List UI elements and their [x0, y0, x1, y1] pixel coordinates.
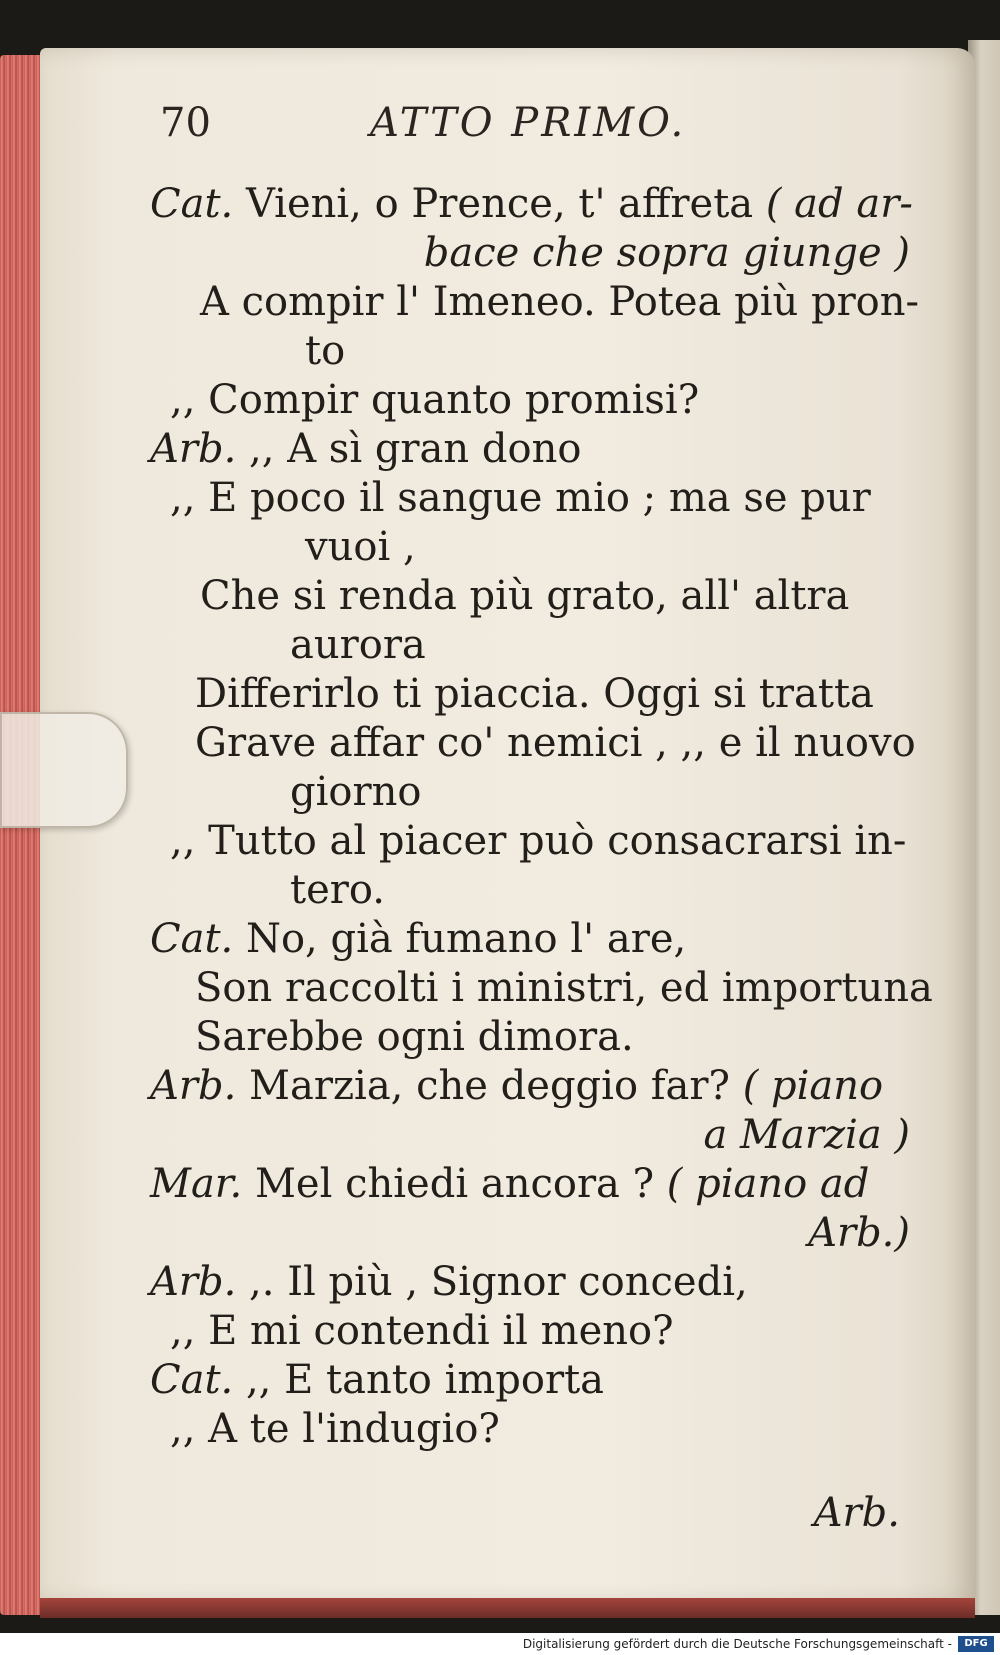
text-line	[150, 1258, 910, 1307]
line-text: tero.	[290, 867, 385, 913]
text-line	[150, 523, 910, 572]
text-line	[150, 1062, 910, 1111]
text-line	[150, 670, 910, 719]
speaker-name: Cat.	[150, 916, 234, 962]
text-line	[150, 964, 933, 1013]
page-header	[160, 100, 720, 150]
text-line	[150, 425, 910, 474]
line-text: aurora	[290, 622, 426, 668]
line-text: Vieni, o Prence, t' affreta	[233, 181, 766, 227]
line-text: No, già fumano l' are,	[233, 916, 687, 962]
text-line	[150, 1356, 910, 1405]
stage-direction: bace che sopra giunge )	[423, 230, 910, 276]
text-line	[150, 1013, 910, 1062]
line-text: A compir l' Imeneo. Potea più pron-	[200, 279, 920, 325]
speaker-name: Cat.	[150, 1357, 234, 1403]
speaker-name: Arb.	[150, 1063, 237, 1109]
text-line	[150, 229, 910, 278]
line-text: Son raccolti i ministri, ed importuna	[195, 965, 933, 1011]
page-number: 70	[160, 100, 211, 146]
line-text: Grave affar co' nemici , ,, e il nuovo	[195, 720, 916, 766]
line-text: Marzia, che deggio far?	[236, 1063, 743, 1109]
line-text: ,, A sì gran dono	[236, 426, 582, 472]
speaker-name: Cat.	[150, 181, 234, 227]
stage-direction: ( piano ad	[666, 1161, 870, 1207]
dfg-logo: DFG	[958, 1636, 994, 1652]
running-head: ATTO PRIMO.	[370, 100, 687, 146]
text-line	[150, 1111, 910, 1160]
speaker-name: Arb.	[150, 1259, 237, 1305]
text-line	[150, 817, 910, 866]
speaker-name: Mar.	[150, 1161, 243, 1207]
line-text: ,, E poco il sangue mio ; ma se pur	[170, 475, 871, 521]
line-text: to	[305, 328, 346, 374]
text-line	[150, 768, 910, 817]
text-line	[150, 1307, 910, 1356]
stage-direction: Arb.)	[808, 1210, 910, 1256]
stage-direction: ( piano	[742, 1063, 884, 1109]
stage-direction: ( ad ar-	[765, 181, 913, 227]
text-line	[150, 327, 910, 376]
text-line	[150, 915, 910, 964]
text-line	[150, 376, 910, 425]
line-text: Che si renda più grato, all' altra	[200, 573, 850, 619]
catchword: Arb.	[813, 1490, 900, 1536]
book-bottom-edge	[40, 1598, 975, 1618]
line-text: ,. Il più , Signor concedi,	[236, 1259, 748, 1305]
text-line	[150, 572, 910, 621]
stage-direction: a Marzia )	[703, 1112, 910, 1158]
line-text: vuoi ,	[305, 524, 416, 570]
footer-credit: Digitalisierung gefördert durch die Deutsche Forschungsgemeinschaft -	[522, 1637, 952, 1651]
line-text: giorno	[290, 769, 422, 815]
line-text: Differirlo ti piaccia. Oggi si tratta	[195, 671, 874, 717]
line-text: ,, Compir quanto promisi?	[170, 377, 700, 423]
line-text: Sarebbe ogni dimora.	[195, 1014, 634, 1060]
text-line	[150, 1209, 910, 1258]
text-line	[150, 180, 913, 229]
line-text: ,, E mi contendi il meno?	[170, 1308, 674, 1354]
text-line	[150, 278, 920, 327]
libretto-text	[150, 180, 933, 1454]
line-text: Mel chiedi ancora ?	[242, 1161, 667, 1207]
text-line	[150, 719, 916, 768]
line-text: ,, Tutto al piacer può consacrarsi in-	[170, 818, 907, 864]
line-text: ,, A te l'indugio?	[170, 1406, 500, 1452]
bookmark-tab	[0, 712, 128, 828]
line-text: ,, E tanto importa	[233, 1357, 605, 1403]
digitization-footer	[0, 1633, 1000, 1655]
text-line	[150, 621, 910, 670]
speaker-name: Arb.	[150, 426, 237, 472]
text-line	[150, 1160, 910, 1209]
text-line	[150, 474, 910, 523]
text-line	[150, 1405, 910, 1454]
text-line	[150, 866, 910, 915]
